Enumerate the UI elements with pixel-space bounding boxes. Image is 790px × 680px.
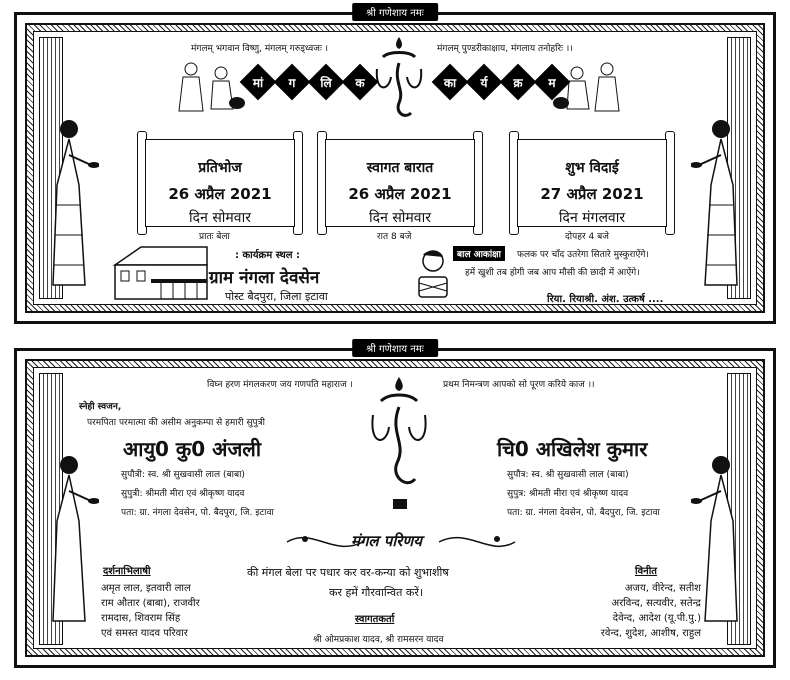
groom-address: पता: ग्रा. नंगला देवसेन, पो. बैदपुरा, जि. इटावा — [507, 508, 660, 518]
list-item: राम औतार (बाबा), राजवीर — [101, 598, 200, 609]
lady-with-lamp-left-icon — [39, 451, 99, 631]
event-day: दिन सोमवार — [189, 210, 251, 226]
darshan-list — [101, 581, 200, 641]
groom-grandparent: सुपौत्र: स्व. श्री सुखवासी लाल (बाबा) — [507, 470, 629, 480]
list-item: अरविन्द, सत्यवीर, सतेन्द्र — [611, 598, 701, 609]
event-time-2: रात 8 बजे — [377, 232, 412, 242]
list-item: एवं समस्त यादव परिवार — [101, 628, 188, 639]
invite-line-2: कर हमें गौरवान्वित करें। — [329, 586, 424, 599]
greeting: स्नेही स्वजन, — [79, 402, 122, 412]
mangalik-letter-1: मां — [240, 64, 277, 101]
list-item: देवेन्द, आदेश (यू.पी.पु.) — [612, 613, 701, 624]
event-time-3: दोपहर 4 बजे — [565, 232, 609, 242]
karyakram-letter-4: म — [534, 64, 571, 101]
groom-name: चि0 अखिलेश कुमार — [497, 437, 648, 461]
event-date: 26 अप्रैल 2021 — [168, 185, 272, 203]
ganesh-icon — [367, 373, 431, 513]
child-wish-line-1: फलक पर चाँद उतरेगा सितारे मुस्कुराऐंगे। — [517, 250, 649, 260]
mantra-left: मंगलम् भगवान विष्णु, मंगलम् गरुड्ध्वजः । — [191, 44, 329, 54]
karyakram-letter-1: का — [432, 64, 469, 101]
vinit-list — [581, 581, 701, 641]
venue-address: पोस्ट बैदपुरा, जिला इटावा — [225, 290, 328, 303]
shloka-right: प्रथम निमन्त्रण आपको सो पूरण करिये काज ।। — [443, 380, 595, 390]
list-item: रवेन्द, शुदेश, आशीष, राहुल — [600, 628, 701, 639]
bride-address: पता: ग्रा. नंगला देवसेन, पो. बैदपुरा, जि. इटावा — [121, 508, 274, 518]
house-icon — [111, 243, 211, 301]
event-scroll-pratibhoj — [135, 131, 305, 235]
event-date: 27 अप्रैल 2021 — [540, 185, 644, 203]
event-day: दिन सोमवार — [369, 210, 431, 226]
groom-parents: सुपुत्र: श्रीमती मीरा एवं श्रीकृष्ण यादव — [507, 489, 629, 499]
invitation-card — [14, 344, 776, 668]
vinit-title: विनीत — [635, 566, 657, 577]
ganesh-header-tab: श्री गणेशाय नमः — [352, 3, 438, 21]
welcomer-names: श्री ओमप्रकाश यादव, श्री रामसरन यादव — [313, 635, 444, 645]
event-scroll-swagat-barat — [315, 131, 485, 235]
event-time-1: प्रातः बेला — [199, 232, 230, 242]
child-wish-line-2: हमें खुशी तब होगी जब आप मौसी की छादी में आऐंगे। — [465, 268, 640, 278]
bride-parents: सुपुत्री: श्रीमती मीरा एवं श्रीकृष्ण यादव — [121, 489, 245, 499]
karyakram-letter-2: र्य — [466, 64, 503, 101]
event-day: दिन मंगलवार — [558, 210, 626, 226]
intro-line: परमपिता परमात्मा की असीम अनुकम्पा से हमारी सुपुत्री — [87, 418, 265, 428]
list-item: रामदास, शिवराम सिंह — [101, 613, 181, 624]
invite-line-1: की मंगल बेला पर पधार कर वर-कन्या को शुभाशीष — [247, 566, 449, 579]
mantra-right: मंगलम् पुण्डरीकाक्षाय, मंगलाय तनोहरिः ।। — [437, 44, 573, 54]
bride-name: आयु0 कु0 अंजली — [123, 437, 262, 461]
welcomer-title: स्वागतकर्ता — [355, 614, 395, 625]
mangalik-letter-2: ग — [274, 64, 311, 101]
mangal-parinay-title: मंगल परिणय — [351, 532, 422, 550]
darshan-title: दर्शनाभिलाषी — [103, 566, 151, 577]
event-schedule-card — [14, 8, 776, 324]
event-title: स्वागत बारात — [366, 160, 434, 176]
event-scroll-shubh-vidai — [507, 131, 677, 235]
event-title: शुभ विदाई — [565, 160, 619, 176]
mangalik-letter-4: क — [342, 64, 379, 101]
lady-with-lamp-left-icon — [39, 115, 99, 295]
ganesh-icon — [369, 33, 429, 123]
list-item: अमृत लाल, इतवारी लाल — [101, 583, 191, 594]
event-date: 26 अप्रैल 2021 — [348, 185, 452, 203]
bride-grandparent: सुपौत्री: स्व. श्री सुखवासी लाल (बाबा) — [121, 470, 245, 480]
list-item: अजय, वीरेन्द, सतीश — [624, 583, 701, 594]
child-drummer-icon — [413, 249, 457, 303]
event-title: प्रतिभोज — [198, 160, 242, 176]
venue-name: ग्राम नंगला देवसेन — [209, 268, 320, 288]
musicians-left-icon — [173, 59, 245, 115]
lady-with-lamp-right-icon — [691, 115, 751, 295]
child-names: रिया. रियाश्री. अंश. उत्कर्ष .... — [547, 294, 664, 305]
venue-label: : कार्यक्रम स्थल : — [235, 250, 301, 261]
child-wish-label: बाल आकांक्षा — [453, 246, 505, 261]
karyakram-letter-3: क्र — [500, 64, 537, 101]
shloka-left: विघ्न हरण मंगलकरण जय गणपति महाराज । — [207, 380, 353, 390]
ganesh-header-tab: श्री गणेशाय नमः — [352, 339, 438, 357]
mangalik-letter-3: लि — [308, 64, 345, 101]
